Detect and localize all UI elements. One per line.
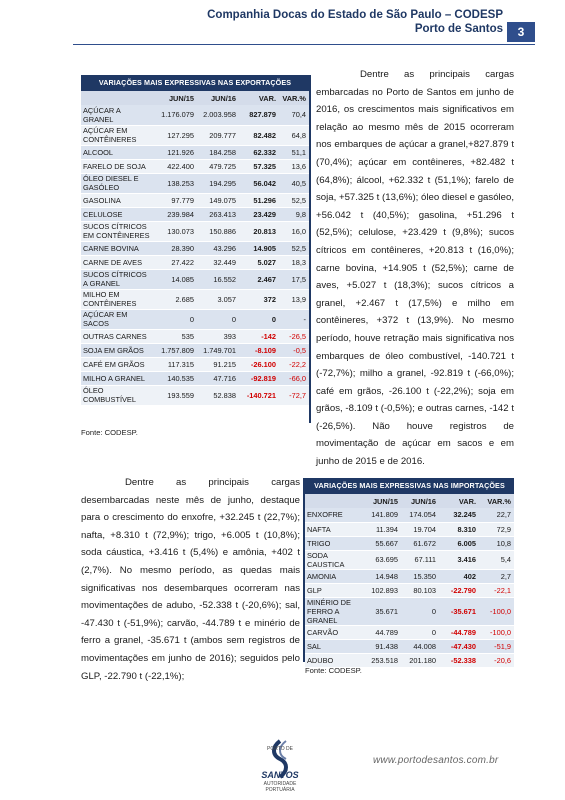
cell-jun16: 149.075 (197, 193, 239, 207)
cell-jun15: 2.685 (155, 289, 197, 309)
imports-paragraph-text: Dentre as principais cargas desembarcadas neste mês de junho, destaque para o crescimento do enxofre, +32.245 t (22,7%); nafta, +8.310 t (72,9%); trigo, +6.005 t (10,8%); soda cáustica, +3.416 t (5,4%) e amônia, +402 t (2,7%). No mesmo período, as quedas mais significativas nos desembarques ocorreram nas movimentações de adubo, -52.338 t (-20,6%); sal, -47.430 t (-51,9%); carvão, -44.789 t e minério de ferro a granel, -35.671 t (ambos sem registros de movimentações em junho de 2016); seguidos pelo GLP, -22.790 t (-22,1%); (81, 477, 300, 682)
cell-var-pct: 22,7 (479, 508, 514, 522)
cell-var: 23.429 (239, 207, 279, 221)
cell-jun16: 263.413 (197, 207, 239, 221)
cell-jun15: 63.695 (363, 550, 401, 569)
cell-jun16: 209.777 (197, 125, 239, 145)
cell-product: ÓLEO DIESEL E GASÓLEO (81, 173, 155, 193)
table-row (81, 255, 309, 269)
imports-header-row (305, 494, 514, 508)
cell-product: OUTRAS CARNES (81, 329, 155, 343)
cell-jun16: 174.054 (401, 508, 439, 522)
cell-var: 51.296 (239, 193, 279, 207)
cell-product: ENXOFRE (305, 508, 363, 522)
exports-data-table (81, 91, 309, 406)
cell-var: 62.332 (239, 145, 279, 159)
table-row (305, 536, 514, 550)
cell-product: GLP (305, 583, 363, 597)
cell-jun15: 27.422 (155, 255, 197, 269)
table-row (81, 125, 309, 145)
cell-jun16: 16.552 (197, 269, 239, 289)
col-header-var-pct: VAR.% (479, 494, 514, 508)
exports-header-row (81, 91, 309, 105)
cell-var-pct: 51,1 (279, 145, 309, 159)
cell-jun15: 14.085 (155, 269, 197, 289)
cell-jun16: 150.886 (197, 221, 239, 241)
cell-jun15: 140.535 (155, 371, 197, 385)
cell-var-pct: -20,6 (479, 653, 514, 667)
table-row (305, 550, 514, 569)
cell-product: CAFÉ EM GRÃOS (81, 357, 155, 371)
cell-jun16: 15.350 (401, 569, 439, 583)
cell-var-pct: 52,5 (279, 241, 309, 255)
table-row (81, 241, 309, 255)
logo-top-text: PORTO DE (267, 746, 293, 752)
exports-paragraph (316, 66, 514, 471)
table-row (81, 145, 309, 159)
table-row (81, 371, 309, 385)
cell-var-pct: 17,5 (279, 269, 309, 289)
cell-product: MINÉRIO DE FERRO A GRANEL (305, 597, 363, 625)
cell-var: -52.338 (439, 653, 479, 667)
cell-jun15: 193.559 (155, 385, 197, 405)
table-row (81, 309, 309, 329)
cell-product: MILHO A GRANEL (81, 371, 155, 385)
table-row (81, 329, 309, 343)
cell-jun15: 121.926 (155, 145, 197, 159)
company-name: Companhia Docas do Estado de São Paulo – CODESP (207, 9, 503, 21)
table-row (305, 569, 514, 583)
header-divider (73, 44, 535, 45)
table-row (81, 385, 309, 405)
cell-jun16: 0 (401, 597, 439, 625)
cell-var: 402 (439, 569, 479, 583)
cell-jun15: 141.809 (363, 508, 401, 522)
cell-var-pct: -22,1 (479, 583, 514, 597)
exports-source-note: Fonte: CODESP. (81, 428, 138, 437)
cell-product: CARVÃO (305, 625, 363, 639)
table-row (81, 207, 309, 221)
cell-product: SOJA EM GRÃOS (81, 343, 155, 357)
cell-jun15: 28.390 (155, 241, 197, 255)
cell-jun15: 117.315 (155, 357, 197, 371)
cell-jun16: 52.838 (197, 385, 239, 405)
cell-jun16: 91.215 (197, 357, 239, 371)
cell-product: ALCOOL (81, 145, 155, 159)
table-row (81, 159, 309, 173)
cell-var: 20.813 (239, 221, 279, 241)
cell-jun15: 422.400 (155, 159, 197, 173)
exports-table-side-rule (309, 75, 311, 423)
cell-jun16: 19.704 (401, 522, 439, 536)
cell-jun16: 0 (197, 309, 239, 329)
cell-product: MILHO EM CONTÊINERES (81, 289, 155, 309)
col-header-jun16: JUN/16 (401, 494, 439, 508)
table-row (81, 173, 309, 193)
cell-jun16: 32.449 (197, 255, 239, 269)
col-header-jun15: JUN/15 (155, 91, 197, 105)
cell-var: 56.042 (239, 173, 279, 193)
col-header-product (305, 494, 363, 508)
cell-var: -35.671 (439, 597, 479, 625)
cell-var: 5.027 (239, 255, 279, 269)
cell-var-pct: 16,0 (279, 221, 309, 241)
cell-product: FARELO DE SOJA (81, 159, 155, 173)
logo-sub-text: AUTORIDADE PORTUÁRIA (263, 781, 297, 793)
cell-jun15: 55.667 (363, 536, 401, 550)
table-row (81, 357, 309, 371)
table-row (305, 508, 514, 522)
cell-product: SAL (305, 639, 363, 653)
cell-jun15: 130.073 (155, 221, 197, 241)
cell-var: -47.430 (439, 639, 479, 653)
cell-product: GASOLINA (81, 193, 155, 207)
col-header-jun15: JUN/15 (363, 494, 401, 508)
page-number-badge: 3 (507, 22, 535, 42)
cell-product: SUCOS CÍTRICOS EM CONTÊINERES (81, 221, 155, 241)
cell-jun15: 138.253 (155, 173, 197, 193)
cell-var-pct: -22,2 (279, 357, 309, 371)
footer-website[interactable]: www.portodesantos.com.br (373, 755, 499, 766)
cell-product: SODA CAUSTICA (305, 550, 363, 569)
cell-var-pct: 13,6 (279, 159, 309, 173)
cell-jun16: 393 (197, 329, 239, 343)
cell-product: ÓLEO COMBUSTÍVEL (81, 385, 155, 405)
cell-var-pct: 10,8 (479, 536, 514, 550)
cell-var-pct: -51,9 (479, 639, 514, 653)
table-row (81, 105, 309, 125)
cell-var-pct: -66,0 (279, 371, 309, 385)
cell-var-pct: 70,4 (279, 105, 309, 125)
cell-var: 0 (239, 309, 279, 329)
table-row (305, 522, 514, 536)
cell-var: 32.245 (439, 508, 479, 522)
cell-product: CARNE BOVINA (81, 241, 155, 255)
cell-var-pct: -100,0 (479, 597, 514, 625)
cell-var: -8.109 (239, 343, 279, 357)
cell-var-pct: 52,5 (279, 193, 309, 207)
cell-product: CELULOSE (81, 207, 155, 221)
cell-jun15: 1.757.809 (155, 343, 197, 357)
cell-product: AMONIA (305, 569, 363, 583)
cell-var-pct: -72,7 (279, 385, 309, 405)
cell-var: 14.905 (239, 241, 279, 255)
imports-table (305, 478, 514, 668)
table-row (305, 597, 514, 625)
cell-jun15: 35.671 (363, 597, 401, 625)
cell-var: 82.482 (239, 125, 279, 145)
col-header-var: VAR. (439, 494, 479, 508)
exports-table-title: VARIAÇÕES MAIS EXPRESSIVAS NAS EXPORTAÇÕES (81, 75, 309, 91)
logo-main-text: SANTOS (261, 770, 299, 780)
cell-product: ADUBO (305, 653, 363, 667)
cell-var: 6.005 (439, 536, 479, 550)
table-row (305, 653, 514, 667)
cell-product: SUCOS CÍTRICOS A GRANEL (81, 269, 155, 289)
imports-data-table (305, 494, 514, 668)
cell-jun16: 0 (401, 625, 439, 639)
cell-product: AÇÚCAR EM CONTÊINERES (81, 125, 155, 145)
table-row (305, 625, 514, 639)
cell-var: 8.310 (439, 522, 479, 536)
cell-jun16: 61.672 (401, 536, 439, 550)
cell-product: AÇÚCAR EM SACOS (81, 309, 155, 329)
cell-jun15: 97.779 (155, 193, 197, 207)
cell-var: 827.879 (239, 105, 279, 125)
table-row (81, 221, 309, 241)
cell-jun15: 535 (155, 329, 197, 343)
cell-var: 2.467 (239, 269, 279, 289)
cell-var-pct: 18,3 (279, 255, 309, 269)
cell-jun16: 47.716 (197, 371, 239, 385)
cell-jun15: 44.789 (363, 625, 401, 639)
cell-jun16: 43.296 (197, 241, 239, 255)
cell-product: CARNE DE AVES (81, 255, 155, 269)
cell-jun15: 102.893 (363, 583, 401, 597)
cell-var: -44.789 (439, 625, 479, 639)
cell-var-pct: -0,5 (279, 343, 309, 357)
cell-jun16: 80.103 (401, 583, 439, 597)
cell-var-pct: 9,8 (279, 207, 309, 221)
cell-jun15: 14.948 (363, 569, 401, 583)
cell-jun15: 11.394 (363, 522, 401, 536)
cell-jun16: 1.749.701 (197, 343, 239, 357)
cell-jun16: 184.258 (197, 145, 239, 159)
cell-jun16: 3.057 (197, 289, 239, 309)
cell-var: 372 (239, 289, 279, 309)
cell-jun16: 44.008 (401, 639, 439, 653)
cell-var: -142 (239, 329, 279, 343)
exports-table (81, 75, 309, 406)
cell-var-pct: 40,5 (279, 173, 309, 193)
cell-jun15: 253.518 (363, 653, 401, 667)
cell-jun16: 479.725 (197, 159, 239, 173)
cell-var: -22.790 (439, 583, 479, 597)
cell-var: -92.819 (239, 371, 279, 385)
cell-var-pct: 72,9 (479, 522, 514, 536)
table-row (81, 289, 309, 309)
cell-jun15: 91.438 (363, 639, 401, 653)
col-header-jun16: JUN/16 (197, 91, 239, 105)
table-row (81, 193, 309, 207)
table-row (81, 343, 309, 357)
cell-jun15: 0 (155, 309, 197, 329)
cell-var: 3.416 (439, 550, 479, 569)
cell-var-pct: 64,8 (279, 125, 309, 145)
cell-var-pct: 5,4 (479, 550, 514, 569)
port-name: Porto de Santos (414, 23, 503, 35)
col-header-var-pct: VAR.% (279, 91, 309, 105)
table-row (305, 639, 514, 653)
cell-var-pct: - (279, 309, 309, 329)
cell-var-pct: -100,0 (479, 625, 514, 639)
cell-var: -26.100 (239, 357, 279, 371)
imports-source-note: Fonte: CODESP. (305, 666, 362, 675)
cell-var: 57.325 (239, 159, 279, 173)
cell-var-pct: -26,5 (279, 329, 309, 343)
col-header-product (81, 91, 155, 105)
table-row (81, 269, 309, 289)
exports-paragraph-text: Dentre as principais cargas embarcadas no Porto de Santos em junho de 2016, os crescimentos mais significativos em relação ao mesmo mês de 2015 ocorreram nos embarques de açúcar a granel,+827.879 t (70,4%); açúcar em contêineres, +82.482 t (64,8%); álcool, +62.332 t (51,1%); farelo de soja, +57.325 t (13,6%); óleo diesel e gasóleo, +56.042 t (40,5%); gasolina, +51.296 t (52,5%); celulose, +23.429 t (9,8%); sucos cítricos em contêineres, +20.813 t (16,0%); carne bovina, +14.905 t (52,5%); carne de aves, +5.027 t (18,3%); sucos cítricos a granel, +2.467 t (17,5%) e milho em contêineres, +372 t (13,9%). No mesmo período, houve retração mais significativa nos embarques de óleo combustível, -140.721 t (-72,7%); milho a granel, -92.819 t (-66,0%); café em grãos, -26.100 t (-22,2%); soja em grãos, -8.109 t (-0,5%); e outras carnes, -142 t (-26,5%). Não houve registros de movimentação de açúcar em sacos e em junho de 2015 e de 2016. (316, 69, 514, 468)
cell-product: NAFTA (305, 522, 363, 536)
cell-product: AÇÚCAR A GRANEL (81, 105, 155, 125)
imports-paragraph (81, 474, 300, 685)
imports-table-title: VARIAÇÕES MAIS EXPRESSIVAS NAS IMPORTAÇÕES (305, 478, 514, 494)
col-header-var: VAR. (239, 91, 279, 105)
cell-jun15: 127.295 (155, 125, 197, 145)
cell-jun15: 1.176.079 (155, 105, 197, 125)
cell-var-pct: 13,9 (279, 289, 309, 309)
table-row (305, 583, 514, 597)
exports-table-body (81, 105, 309, 405)
cell-var: -140.721 (239, 385, 279, 405)
cell-product: TRIGO (305, 536, 363, 550)
cell-jun16: 194.295 (197, 173, 239, 193)
imports-table-body (305, 508, 514, 667)
cell-jun16: 2.003.958 (197, 105, 239, 125)
cell-jun16: 67.111 (401, 550, 439, 569)
cell-var-pct: 2,7 (479, 569, 514, 583)
page-header (207, 8, 503, 36)
cell-jun15: 239.984 (155, 207, 197, 221)
cell-jun16: 201.180 (401, 653, 439, 667)
